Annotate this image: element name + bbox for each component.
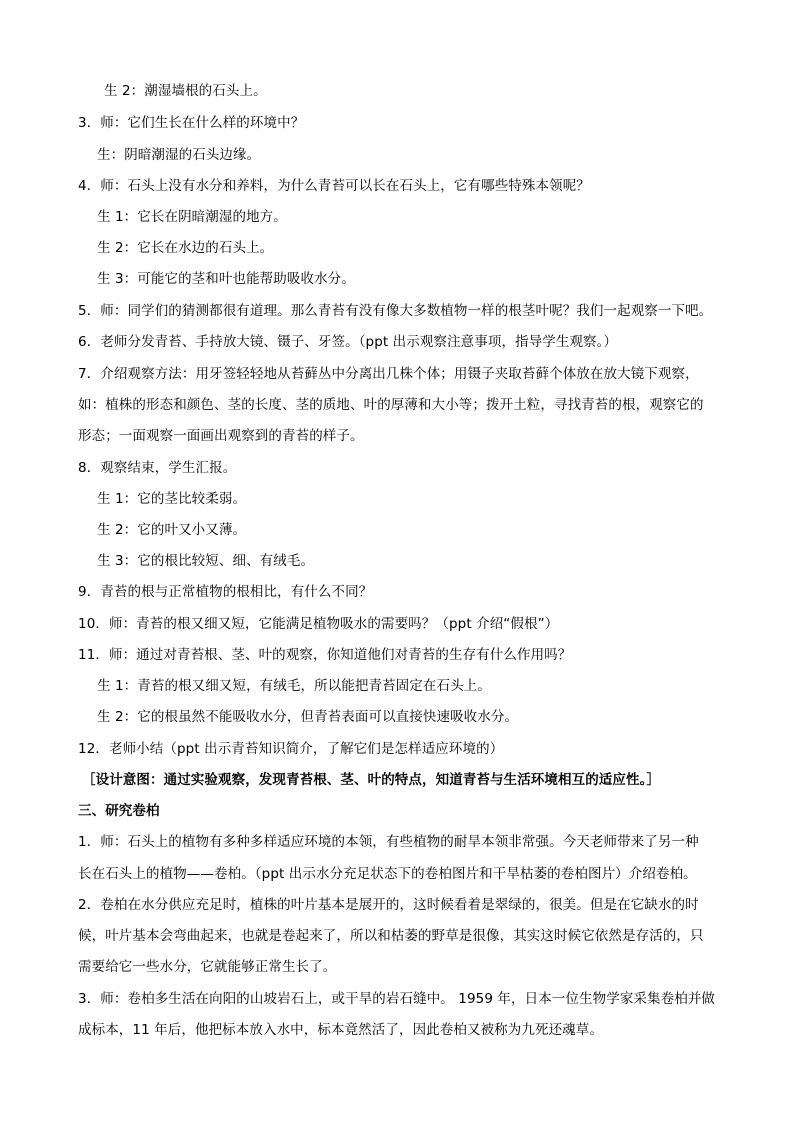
paragraph-line: 候，叶片基本会弯曲起来，也就是卷起来了，所以和枯萎的野草是很像，其实这时候它依然是存活的，只 xyxy=(78,928,704,944)
paragraph-line: 成标本，11 年后，他把标本放入水中，标本竟然活了，因此卷柏又被称为九死还魂草。 xyxy=(78,1022,603,1038)
question-line: 9．青苔的根与正常植物的根相比，有什么不同？ xyxy=(78,584,373,600)
answer-line: 生 1：它长在阴暗潮湿的地方。 xyxy=(97,209,287,225)
answer-line: 生：阴暗潮湿的石头边缘。 xyxy=(97,147,261,163)
answer-line: 生 1：它的茎比较柔弱。 xyxy=(97,491,247,507)
paragraph-line: 3．师：卷柏多生活在向阳的山坡岩石上，或干旱的岩石缝中。 1959 年，日本一位生物学家采集卷柏并做 xyxy=(78,991,716,1007)
design-intent: ［设计意图：通过实验观察，发现青苔根、茎、叶的特点，知道青苔与生活环境相互的适应性。］ xyxy=(82,772,661,788)
question-line: 11．师：通过对青苔根、茎、叶的观察，你知道他们对青苔的生存有什么作用吗？ xyxy=(78,647,572,663)
step-line: 7．介绍观察方法：用牙签轻轻地从苔藓丛中分离出几株个体；用镊子夹取苔藓个体放在放大镜下观察， xyxy=(78,366,699,382)
paragraph-line: 需要给它一些水分，它就能够正常生长了。 xyxy=(78,959,337,975)
question-line: 10．师：青苔的根又细又短，它能满足植物吸水的需要吗？（ppt 介绍“假根”） xyxy=(78,616,559,632)
section-heading: 三、研究卷柏 xyxy=(78,803,160,819)
paragraph-line: 如：植株的形态和颜色、茎的长度、茎的质地、叶的厚薄和大小等；拨开土粒，寻找青苔的根，观察它的 xyxy=(78,397,704,413)
answer-line: 生 2：它长在水边的石头上。 xyxy=(97,240,274,256)
answer-line: 生 1：青苔的根又细又短，有绒毛，所以能把青苔固定在石头上。 xyxy=(97,678,491,694)
paragraph-line: 2．卷柏在水分供应充足时，植株的叶片基本是展开的，这时候看着是翠绿的，很美。但是在它缺水的时 xyxy=(78,897,699,913)
paragraph-line: 1．师：石头上的植物有多种多样适应环境的本领，有些植物的耐旱本领非常强。今天老师带来了另一种 xyxy=(78,834,699,850)
answer-line: 生 2：它的叶又小又薄。 xyxy=(97,522,247,538)
answer-line: 生 2：它的根虽然不能吸收水分，但青苔表面可以直接快速吸收水分。 xyxy=(97,709,519,725)
step-line: 8．观察结束，学生汇报。 xyxy=(78,460,237,476)
question-line: 3．师：它们生长在什么样的环境中？ xyxy=(78,115,305,131)
answer-line: 生 3：它的根比较短、细、有绒毛。 xyxy=(97,553,315,569)
paragraph-line: 长在石头上的植物——卷柏。（ppt 出示水分充足状态下的卷柏图片和干旱枯萎的卷柏图片）介绍卷柏。 xyxy=(78,866,697,882)
question-line: 4．师：石头上没有水分和养料，为什么青苔可以长在石头上，它有哪些特殊本领呢？ xyxy=(78,178,590,194)
step-line: 6．老师分发青苔、手持放大镜、镊子、牙签。（ppt 出示观察注意事项，指导学生观察。） xyxy=(78,334,618,350)
step-line: 12．老师小结（ppt 出示青苔知识简介，了解它们是怎样适应环境的） xyxy=(78,741,504,757)
answer-line: 生 2：潮湿墙根的石头上。 xyxy=(104,83,267,99)
answer-line: 生 3：可能它的茎和叶也能帮助吸收水分。 xyxy=(97,271,355,287)
paragraph-line: 形态；一面观察一面画出观察到的青苔的样子。 xyxy=(78,428,364,444)
question-line: 5．师：同学们的猜测都很有道理。那么青苔有没有像大多数植物一样的根茎叶呢？我们一起观察一下吧。 xyxy=(78,303,713,319)
